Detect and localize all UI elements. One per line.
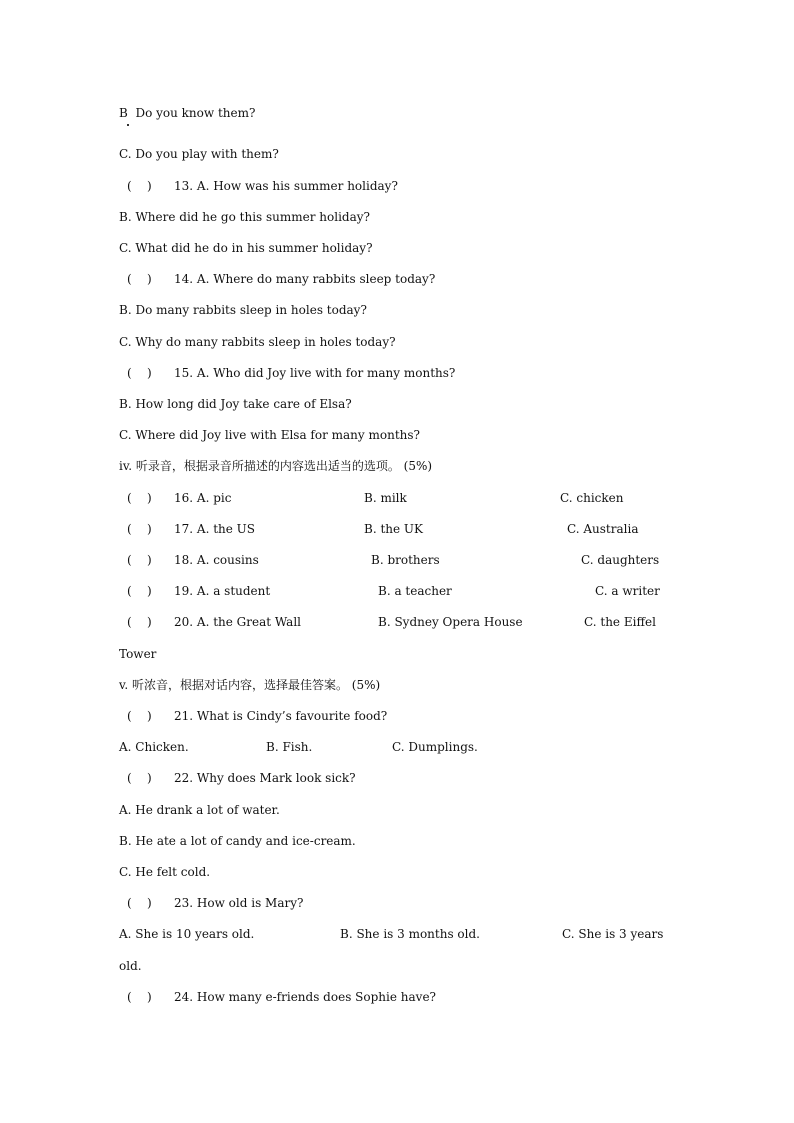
option-c-q12: C. Do you play with them? [119,147,279,161]
option-a-q21: A. Chicken. [119,740,189,754]
option-b-q22: B. He ate a lot of candy and ice-cream. [119,834,356,848]
option-c-q21: C. Dumplings. [392,740,478,754]
answer-blank-16[interactable]: ( ) [127,491,152,505]
answer-blank-21[interactable]: ( ) [127,709,152,723]
answer-blank-14[interactable]: ( ) [127,272,152,286]
option-c-q23-continued: old. [119,959,142,973]
answer-blank-18[interactable]: ( ) [127,553,152,567]
option-b-q16: B. milk [364,491,407,505]
question-23: 23. How old is Mary? [174,896,304,910]
answer-blank-20[interactable]: ( ) [127,615,152,629]
option-c-q16: C. chicken [560,491,624,505]
answer-blank-15[interactable]: ( ) [127,366,152,380]
answer-blank-13[interactable]: ( ) [127,179,152,193]
question-24: 24. How many e-friends does Sophie have? [174,990,436,1004]
option-b-q20: B. Sydney Opera House [378,615,523,629]
option-c-q17: C. Australia [567,522,639,536]
option-c-q20-continued: Tower [119,647,157,661]
question-20: 20. A. the Great Wall [174,615,301,629]
question-14: 14. A. Where do many rabbits sleep today? [174,272,436,286]
answer-blank-22[interactable]: ( ) [127,771,152,785]
option-b-q12: B Do you know them? [119,106,256,120]
answer-blank-24[interactable]: ( ) [127,990,152,1004]
answer-blank-23[interactable]: ( ) [127,896,152,910]
question-21: 21. What is Cindy’s favourite food? [174,709,388,723]
option-b-q17: B. the UK [364,522,423,536]
option-c-q20: C. the Eiffel [584,615,656,629]
option-c-q15: C. Where did Joy live with Elsa for many months? [119,428,420,442]
option-b-q18: B. brothers [371,553,440,567]
option-c-q19: C. a writer [595,584,660,598]
answer-blank-19[interactable]: ( ) [127,584,152,598]
answer-blank-17[interactable]: ( ) [127,522,152,536]
option-b-q14: B. Do many rabbits sleep in holes today? [119,303,367,317]
option-b-q21: B. Fish. [266,740,313,754]
section-v-heading: v. 听浓音，根据对话内容，选择最佳答案。 (5%) [119,678,381,692]
question-18: 18. A. cousins [174,553,259,567]
option-a-q23: A. She is 10 years old. [119,927,255,941]
option-c-q13: C. What did he do in his summer holiday? [119,241,373,255]
option-b-q23: B. She is 3 months old. [340,927,480,941]
option-c-q22: C. He felt cold. [119,865,211,879]
option-a-q22: A. He drank a lot of water. [119,803,280,817]
question-19: 19. A. a student [174,584,271,598]
question-13: 13. A. How was his summer holiday? [174,179,398,193]
question-17: 17. A. the US [174,522,255,536]
section-iv-heading: iv. 听录音，根据录音所描述的内容选出适当的选项。 (5%) [119,459,433,473]
question-16: 16. A. pic [174,491,232,505]
option-c-q14: C. Why do many rabbits sleep in holes today? [119,335,396,349]
option-b-q19: B. a teacher [378,584,452,598]
option-b-q15: B. How long did Joy take care of Elsa? [119,397,352,411]
option-b-q13: B. Where did he go this summer holiday? [119,210,370,224]
stray-mark [127,124,129,126]
question-22: 22. Why does Mark look sick? [174,771,356,785]
option-c-q18: C. daughters [581,553,660,567]
question-15: 15. A. Who did Joy live with for many months? [174,366,456,380]
option-c-q23: C. She is 3 years [562,927,664,941]
